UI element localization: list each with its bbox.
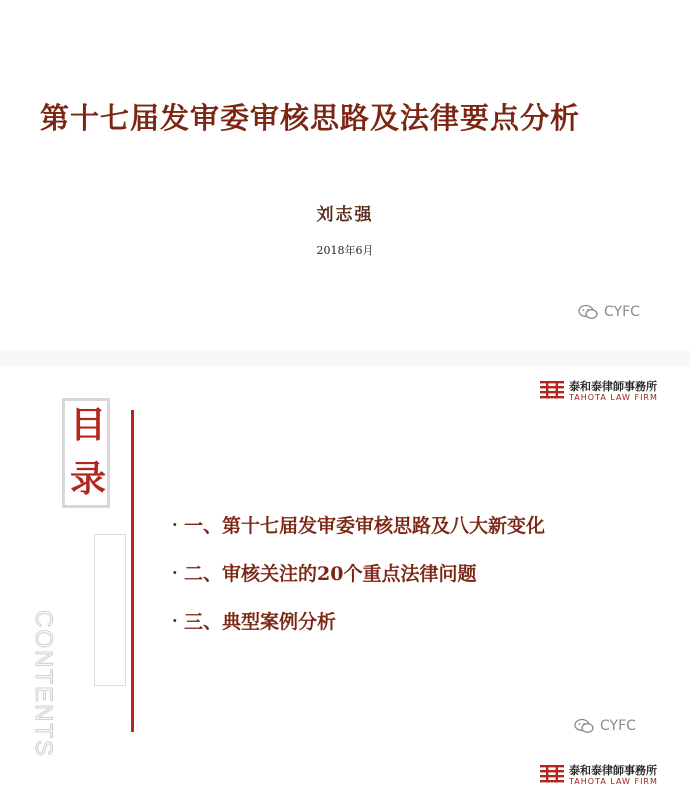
slide-separator (0, 350, 690, 366)
tahota-logo-icon (540, 764, 564, 788)
slide-title: 第十七届发审委审核思路及法律要点分析 (40, 101, 581, 135)
bullet: · (172, 562, 178, 582)
contents-label-frame (94, 534, 126, 686)
tahota-logo-icon (540, 380, 564, 404)
watermark-text: CYFC (604, 304, 640, 320)
firm-name: 泰和泰律師事務所 (569, 764, 657, 777)
author-name: 刘志强 (316, 205, 374, 225)
heading-char-2: 录 (69, 459, 106, 500)
toc-list (172, 500, 652, 644)
watermark (574, 718, 636, 734)
cover-slide (0, 0, 690, 350)
watermark-text: CYFC (600, 718, 636, 734)
wechat-icon (578, 304, 598, 320)
slide-date: 2018年6月 (316, 244, 374, 257)
divider-line (131, 410, 134, 732)
toc-item-text: 一、第十七届发审委审核思路及八大新变化 (184, 514, 546, 537)
toc-item (172, 596, 652, 644)
firm-name: 泰和泰律師事務所 (569, 380, 657, 393)
contents-label: CONTENTS (30, 610, 57, 758)
firm-name-english: TAHOTA LAW FIRM (569, 777, 658, 786)
firm-logo (540, 380, 658, 404)
watermark (578, 304, 640, 320)
heading-char-1: 目 (69, 405, 106, 446)
toc-item-text: 三、典型案例分析 (184, 610, 337, 633)
bullet: · (172, 610, 178, 630)
toc-item (172, 500, 652, 548)
toc-item (172, 548, 652, 596)
toc-item-text: 二、审核关注的20个重点法律问题 (184, 562, 477, 585)
firm-name-english: TAHOTA LAW FIRM (569, 393, 658, 402)
firm-logo (540, 764, 658, 788)
bullet: · (172, 514, 178, 534)
wechat-icon (574, 718, 594, 734)
contents-slide (0, 366, 690, 798)
